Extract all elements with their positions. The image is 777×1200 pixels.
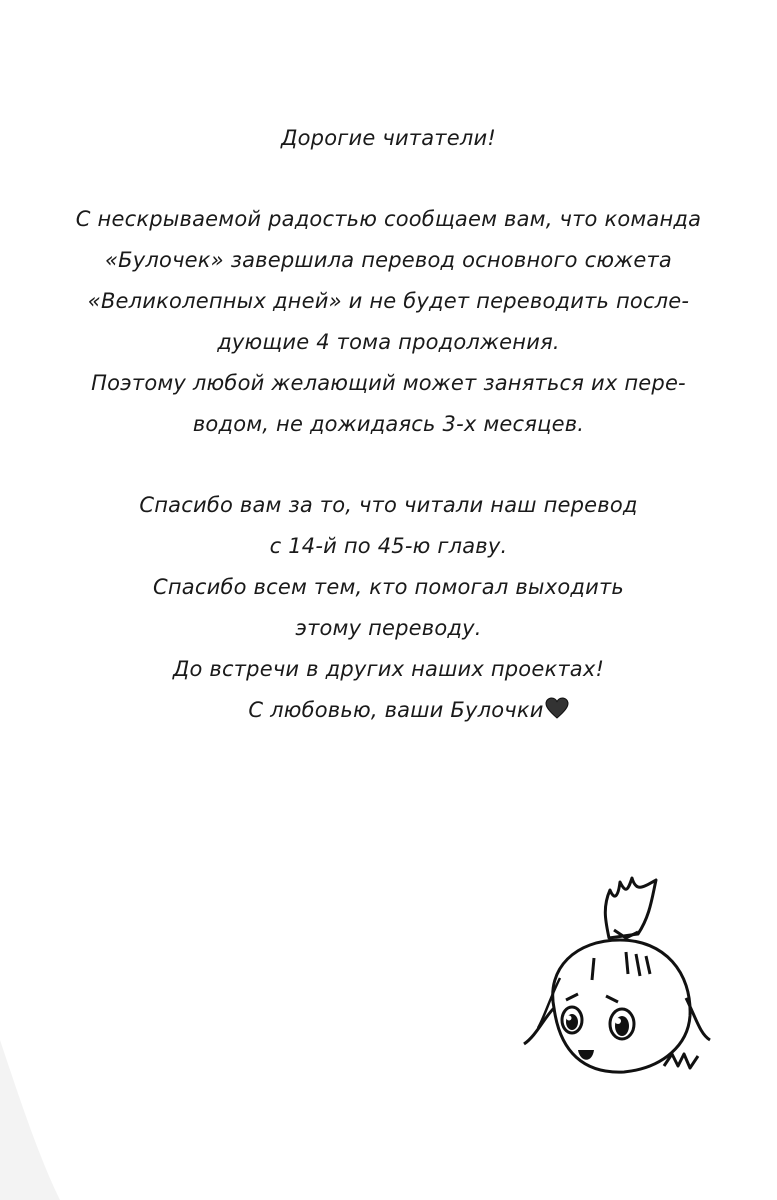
paragraph2-line: Спасибо вам за то, что читали наш перевод <box>139 493 638 517</box>
letter-signature-line <box>60 690 717 733</box>
paragraph1-line: Поэтому любой желающий может заняться их пере- <box>91 371 686 395</box>
paragraph2-line: этому переводу. <box>295 616 482 640</box>
paragraph1-line: С нескрываемой радостью сообщаем вам, что команда <box>75 207 702 231</box>
letter-greeting: Дорогие читатели! <box>281 126 496 150</box>
paragraph2-line: с 14-й по 45-ю главу. <box>269 534 508 558</box>
paragraph1-line: дующие 4 тома продолжения. <box>217 330 560 354</box>
paragraph-gap <box>60 445 717 485</box>
paragraph1-line: «Великолепных дней» и не будет переводить после- <box>87 289 690 313</box>
paragraph1-line: водом, не дожидаясь 3-х месяцев. <box>192 412 585 436</box>
letter-signature: С любовью, ваши Булочки <box>248 698 544 722</box>
bun-mascot-icon <box>514 868 714 1088</box>
paragraph2-line: Спасибо всем тем, кто помогал выходить <box>153 575 624 599</box>
paragraph1-line: «Булочек» завершила перевод основного сюжета <box>105 248 672 272</box>
letter-body <box>60 118 717 733</box>
heart-icon <box>545 692 569 733</box>
paragraph2-line: До встречи в других наших проектах! <box>172 657 605 681</box>
paragraph-gap <box>60 159 717 199</box>
page-corner-shade <box>0 1040 60 1200</box>
